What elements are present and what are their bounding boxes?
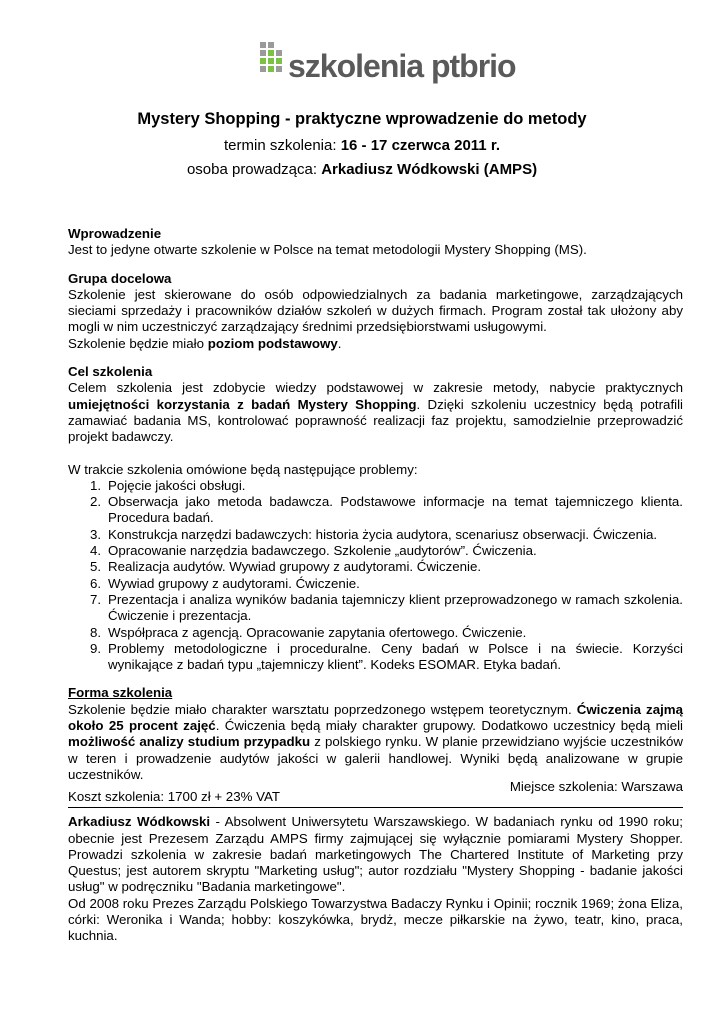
list-text: Pojęcie jakości obsługi. [108,477,246,493]
target-level-post: . [337,335,342,351]
list-number: 2. [90,494,102,510]
list-text: Prezentacja i analiza wyników badania tajemniczy klient przeprowadzonego w ramach szkolenia. Ćwiczenie i prezentacja. [108,591,683,624]
form-heading: Forma szkolenia [68,685,173,701]
list-number: 7. [90,591,102,607]
problems-list [68,478,683,674]
list-number: 9. [90,640,102,656]
form-text-1: Szkolenie będzie miało charakter warsztatu poprzedzonego wstępem teoretycznym. [68,701,577,717]
problems-intro: W trakcie szkolenia omówione będą następujące problemy: [68,461,418,477]
bio-name: Arkadiusz Wódkowski [68,814,211,830]
list-item [68,576,683,592]
list-item [68,592,683,625]
target-level-pre: Szkolenie będzie miało [68,335,208,351]
target-heading: Grupa docelowa [68,270,172,286]
company-logo [258,40,516,86]
training-term [0,137,724,154]
target-level-bold: poziom podstawowy [207,335,338,351]
bio-text [68,814,683,895]
form-text [68,702,683,783]
list-number: 8. [90,624,102,640]
list-text: Wywiad grupowy z audytorami. Ćwiczenie. [108,575,360,591]
list-text: Obserwacja jako metoda badawcza. Podstawowe informacje na temat tajemniczego klienta. Procedura badań. [108,494,683,526]
list-item [68,559,683,575]
goal-text-pre: Celem szkolenia jest zdobycie wiedzy podstawowej w zakresie metody, nabycie praktycznych [68,380,683,396]
list-item [68,641,683,674]
document-title: Mystery Shopping - praktyczne wprowadzenie do metody [137,110,587,128]
list-text: Realizacja audytów. Wywiad grupowy z audytorami. Ćwiczenie. [108,559,482,575]
list-item [68,527,683,543]
term-label: termin szkolenia: [223,137,341,154]
document-body [68,226,683,945]
intro-heading: Wprowadzenie [68,226,162,241]
target-level [68,336,683,352]
training-place: Miejsce szkolenia: Warszawa [509,779,683,795]
leader-value: Arkadiusz Wódkowski (AMPS) [321,161,538,178]
form-text-3: z polskiego rynku. W planie przewidziano wyjście uczestników w teren i prowadzenie audytów jakości w galerii handlowej. Wyniki będą analizowane w grupie uczestników. [68,734,684,782]
leader-label: osoba prowadząca: [186,161,322,178]
list-item [68,543,683,559]
goal-text-post: . Dzięki szkoleniu uczestnicy będą potrafili zamawiać badania MS, kontrolować poprawność realizacji faz projektu, samodzielnie przeprowadzić projekt badawczy. [68,396,684,445]
list-number: 6. [90,575,102,591]
list-text: Konstrukcja narzędzi badawczych: historia życia audytora, scenariusz obserwacji. Ćwiczenia. [108,526,658,542]
cost-place-row [68,779,683,805]
list-item [68,494,683,527]
list-text: Opracowanie narzędzia badawczego. Szkolenie „audytorów”. Ćwiczenia. [108,543,537,559]
list-item [68,478,683,494]
goal-heading: Cel szkolenia [68,364,153,380]
training-leader [0,161,724,178]
goal-text-bold: umiejętności korzystania z badań Mystery Shopping [68,396,417,412]
bio-paragraph-1: - Absolwent Uniwersytetu Warszawskiego. W badaniach rynku od 1990 roku; obecnie jest Prezesem Zarządu AMPS firmy zajmującej się wyłącznie pomiarami Mystery Shopper. Prowadzi szkolenia w zakresie badań marketingowych The Chartered Institute of Marketing przy Questus; jest autorem skryptu "Marketing usług"; autor rozdziału "Mystery Shopping - badanie jakości usług" w podręczniku "Badania marketingowe". [68,814,683,895]
training-cost: Koszt szkolenia: 1700 zł + 23% VAT [68,789,280,805]
target-text: Szkolenie jest skierowane do osób odpowiedzialnych za badania marketingowe, zarządzających sieciami sprzedaży i pracowników działów szkoleń w dużych firmach. Program został tak ułożony aby mogli w nim uczestniczyć zarządzający średnimi przedsiębiorstwami usługowymi. [68,286,683,335]
logo-text: szkolenia ptbrio [288,48,516,84]
section-divider [68,807,683,808]
list-item [68,625,683,641]
form-text-2: . Ćwiczenia będą miały charakter grupowy. Dodatkowo uczestnicy będą mieli [215,718,683,734]
list-number: 5. [90,559,102,575]
list-number: 4. [90,543,102,559]
logo-arrow-icon [258,40,288,80]
list-number: 1. [90,477,102,493]
list-number: 3. [90,526,102,542]
list-text: Współpraca z agencją. Opracowanie zapytania ofertowego. Ćwiczenie. [108,624,527,640]
term-value: 16 - 17 czerwca 2011 r. [340,137,500,154]
intro-text: Jest to jedyne otwarte szkolenie w Polsce na temat metodologii Mystery Shopping (MS). [68,242,587,258]
bio-paragraph-2: Od 2008 roku Prezes Zarządu Polskiego Towarzystwa Badaczy Rynku i Opinii; rocznik 1969; żona Eliza, córki: Weronika i Wanda; hobby: koszykówka, brydż, mecze piłkarskie na żywo, teatr, kino, praca, kuchnia. [68,895,683,944]
form-bold-2: możliwość analizy studium przypadku [68,734,311,750]
form-bold-1: Ćwiczenia zajmą około 25 procent zajęć [68,701,683,734]
list-text: Problemy metodologiczne i proceduralne. Ceny badań w Polsce i na świecie. Korzyści wynikające z badań typu „tajemniczy klient”. Kodeks ESOMAR. Etyka badań. [108,640,683,673]
goal-text [68,380,683,445]
